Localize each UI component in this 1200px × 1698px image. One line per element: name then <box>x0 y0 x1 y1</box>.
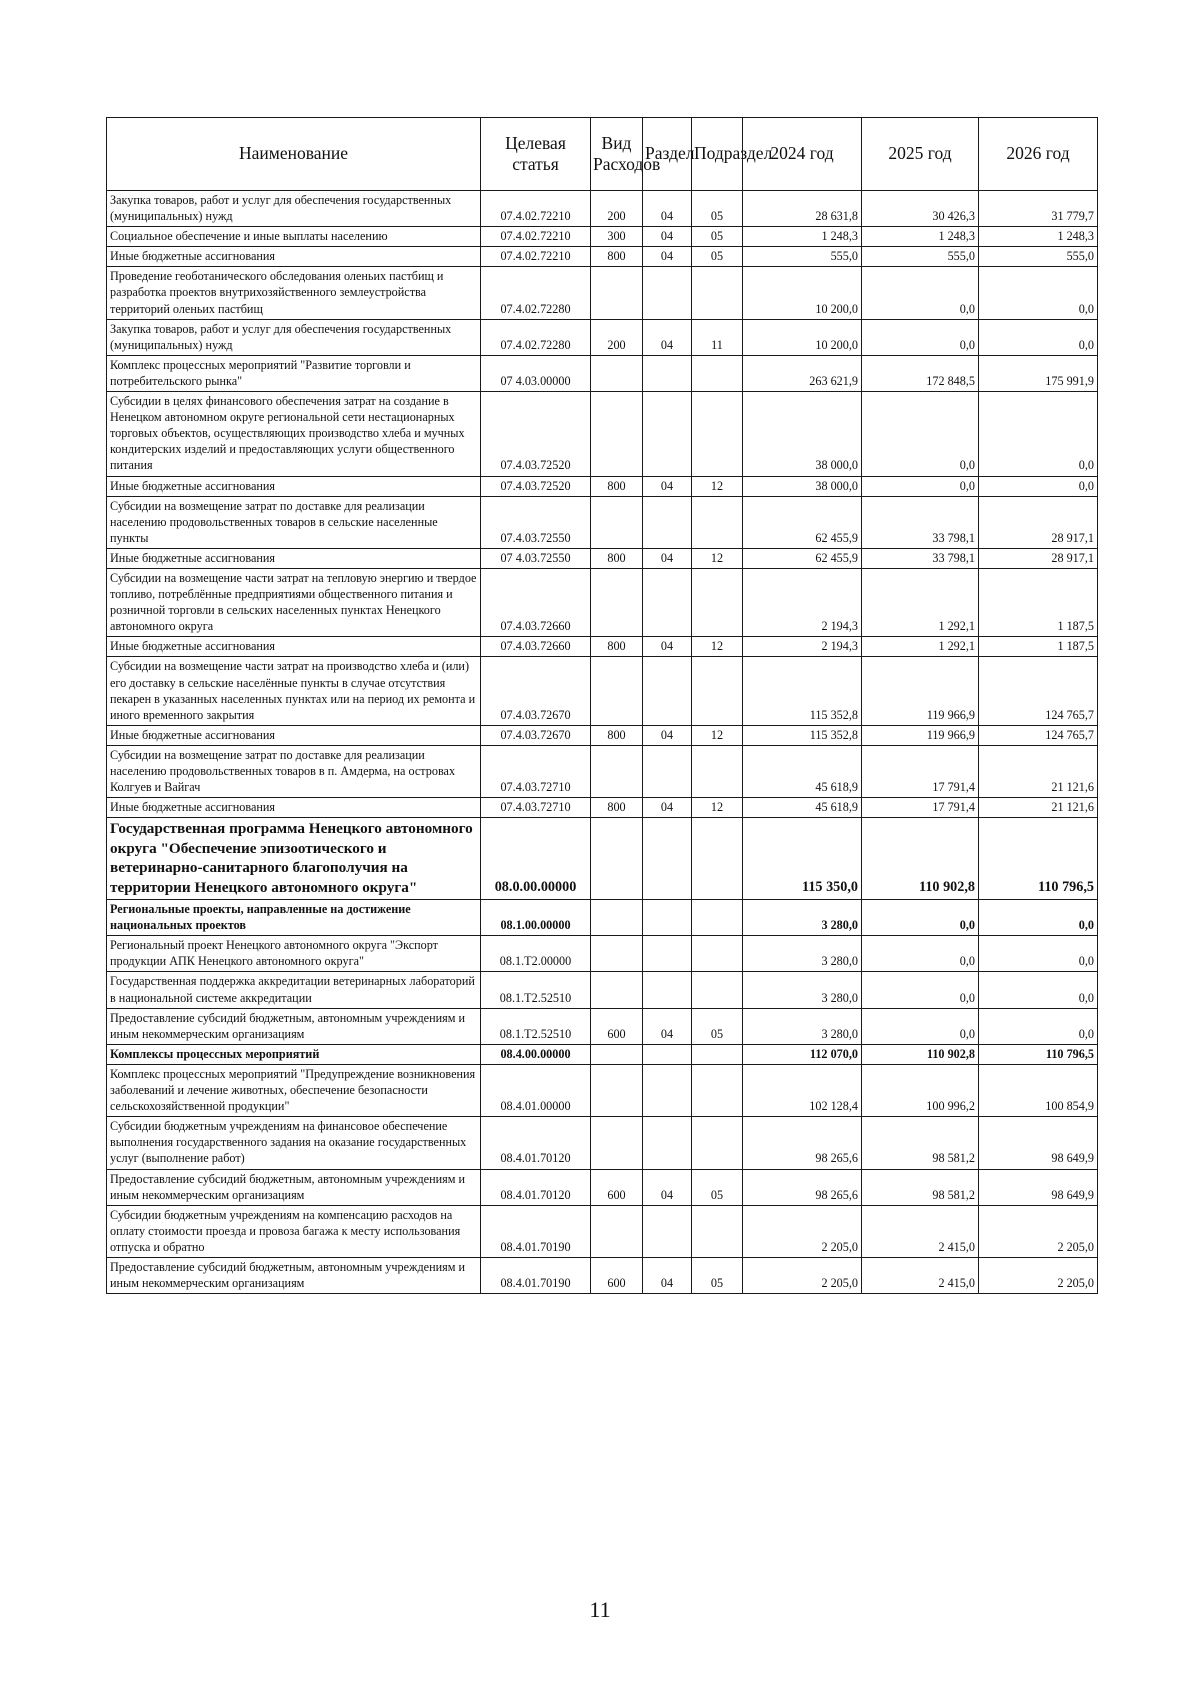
cell-target: 07.4.02.72280 <box>481 267 591 319</box>
cell-2025: 100 996,2 <box>862 1064 979 1116</box>
cell-name: Государственная поддержка аккредитации ветеринарных лабораторий в национальной системе аккредитации <box>107 972 481 1008</box>
cell-2024: 3 280,0 <box>743 1008 862 1044</box>
cell-subsection <box>692 972 743 1008</box>
cell-expense-type <box>591 657 643 725</box>
cell-subsection <box>692 568 743 636</box>
cell-2025: 172 848,5 <box>862 355 979 391</box>
table-row <box>107 355 1098 391</box>
cell-target: 08.4.00.00000 <box>481 1044 591 1064</box>
cell-target: 08.1.Т2.00000 <box>481 936 591 972</box>
header-expense-type: Вид Расходов <box>591 118 643 191</box>
cell-name: Закупка товаров, работ и услуг для обеспечения государственных (муниципальных) нужд <box>107 191 481 227</box>
cell-name: Субсидии в целях финансового обеспечения затрат на создание в Ненецком автономном округе региональной сети нестационарных торговых объектов, осуществляющих производство хлеба и мучных кондитерских изделий и предоставляющих услуги общественного питания <box>107 392 481 476</box>
table-row <box>107 1169 1098 1205</box>
cell-section <box>643 355 692 391</box>
table-row <box>107 725 1098 745</box>
cell-2024: 115 352,8 <box>743 725 862 745</box>
cell-section: 04 <box>643 1257 692 1293</box>
table-row <box>107 548 1098 568</box>
cell-2025: 110 902,8 <box>862 1044 979 1064</box>
table-row <box>107 496 1098 548</box>
cell-section <box>643 657 692 725</box>
cell-name: Субсидии бюджетным учреждениям на финансовое обеспечение выполнения государственного задания на оказание государственных услуг (выполнение работ) <box>107 1117 481 1169</box>
cell-target: 08.4.01.00000 <box>481 1064 591 1116</box>
cell-name: Предоставление субсидий бюджетным, автономным учреждениям и иным некоммерческим организациям <box>107 1257 481 1293</box>
header-2025: 2025 год <box>862 118 979 191</box>
cell-subsection <box>692 1205 743 1257</box>
table-row <box>107 247 1098 267</box>
cell-2024: 263 621,9 <box>743 355 862 391</box>
cell-name: Предоставление субсидий бюджетным, автономным учреждениям и иным некоммерческим организациям <box>107 1169 481 1205</box>
cell-section <box>643 1117 692 1169</box>
cell-subsection: 12 <box>692 548 743 568</box>
cell-subsection: 05 <box>692 247 743 267</box>
cell-2026: 1 187,5 <box>979 568 1098 636</box>
cell-2024: 3 280,0 <box>743 936 862 972</box>
table-row <box>107 1008 1098 1044</box>
cell-subsection: 05 <box>692 227 743 247</box>
cell-expense-type: 800 <box>591 798 643 818</box>
cell-target: 07.4.03.72660 <box>481 637 591 657</box>
cell-name: Субсидии бюджетным учреждениям на компенсацию расходов на оплату стоимости проезда и провоза багажа к месту использования отпуска и обратно <box>107 1205 481 1257</box>
cell-name: Иные бюджетные ассигнования <box>107 798 481 818</box>
cell-section <box>643 568 692 636</box>
cell-2024: 115 350,0 <box>743 818 862 900</box>
cell-2026: 110 796,5 <box>979 818 1098 900</box>
cell-target: 08.4.01.70120 <box>481 1117 591 1169</box>
cell-name: Социальное обеспечение и иные выплаты населению <box>107 227 481 247</box>
cell-2025: 33 798,1 <box>862 496 979 548</box>
cell-2024: 62 455,9 <box>743 548 862 568</box>
cell-2025: 1 248,3 <box>862 227 979 247</box>
cell-2024: 2 205,0 <box>743 1205 862 1257</box>
cell-section <box>643 900 692 936</box>
cell-subsection <box>692 1117 743 1169</box>
cell-target: 07.4.02.72280 <box>481 319 591 355</box>
cell-expense-type <box>591 745 643 797</box>
cell-section: 04 <box>643 191 692 227</box>
cell-target: 07 4.03.72550 <box>481 548 591 568</box>
cell-name: Субсидии на возмещение части затрат на тепловую энергию и твердое топливо, потреблённые предприятиями общественного питания и розничной торговли в сельских населенных пунктах Ненецкого автономного округа <box>107 568 481 636</box>
cell-2026: 124 765,7 <box>979 725 1098 745</box>
budget-table <box>106 117 1098 1294</box>
cell-section <box>643 267 692 319</box>
header-section: Раздел <box>643 118 692 191</box>
table-row <box>107 568 1098 636</box>
cell-2025: 555,0 <box>862 247 979 267</box>
cell-subsection <box>692 355 743 391</box>
cell-name: Субсидии на возмещение затрат по доставке для реализации населению продовольственных товаров в сельские населенные пункты <box>107 496 481 548</box>
cell-2025: 30 426,3 <box>862 191 979 227</box>
cell-section: 04 <box>643 1169 692 1205</box>
cell-expense-type: 200 <box>591 319 643 355</box>
cell-2025: 2 415,0 <box>862 1257 979 1293</box>
cell-subsection: 05 <box>692 191 743 227</box>
cell-expense-type <box>591 355 643 391</box>
cell-2024: 115 352,8 <box>743 657 862 725</box>
table-row <box>107 745 1098 797</box>
table-header-row <box>107 118 1098 191</box>
cell-2025: 119 966,9 <box>862 657 979 725</box>
cell-2026: 0,0 <box>979 1008 1098 1044</box>
cell-2026: 98 649,9 <box>979 1169 1098 1205</box>
cell-expense-type: 600 <box>591 1169 643 1205</box>
cell-2024: 555,0 <box>743 247 862 267</box>
cell-2025: 0,0 <box>862 1008 979 1044</box>
cell-name: Иные бюджетные ассигнования <box>107 548 481 568</box>
table-row <box>107 1257 1098 1293</box>
cell-2026: 28 917,1 <box>979 548 1098 568</box>
cell-2026: 2 205,0 <box>979 1205 1098 1257</box>
table-body <box>107 191 1098 1294</box>
header-2024: 2024 год <box>743 118 862 191</box>
cell-expense-type: 200 <box>591 191 643 227</box>
cell-2025: 1 292,1 <box>862 568 979 636</box>
cell-subsection <box>692 496 743 548</box>
cell-expense-type <box>591 568 643 636</box>
cell-2024: 102 128,4 <box>743 1064 862 1116</box>
cell-section <box>643 936 692 972</box>
cell-2025: 0,0 <box>862 319 979 355</box>
cell-2024: 3 280,0 <box>743 972 862 1008</box>
cell-expense-type <box>591 818 643 900</box>
cell-expense-type <box>591 496 643 548</box>
cell-2026: 0,0 <box>979 267 1098 319</box>
cell-subsection <box>692 936 743 972</box>
cell-2026: 98 649,9 <box>979 1117 1098 1169</box>
cell-expense-type <box>591 1044 643 1064</box>
cell-2024: 2 205,0 <box>743 1257 862 1293</box>
cell-name: Иные бюджетные ассигнования <box>107 247 481 267</box>
cell-2026: 0,0 <box>979 900 1098 936</box>
cell-2024: 112 070,0 <box>743 1044 862 1064</box>
cell-name: Региональный проект Ненецкого автономного округа "Экспорт продукции АПК Ненецкого автономного округа" <box>107 936 481 972</box>
cell-subsection: 12 <box>692 725 743 745</box>
cell-2026: 31 779,7 <box>979 191 1098 227</box>
cell-2025: 2 415,0 <box>862 1205 979 1257</box>
cell-2025: 0,0 <box>862 267 979 319</box>
table-row <box>107 1117 1098 1169</box>
cell-name: Проведение геоботанического обследования оленьих пастбищ и разработка проектов внутрихозяйственного землеустройства территорий оленьих пастбищ <box>107 267 481 319</box>
cell-expense-type <box>591 1117 643 1169</box>
cell-name: Субсидии на возмещение затрат по доставке для реализации населению продовольственных товаров в п. Амдерма, на островах Колгуев и Вайгач <box>107 745 481 797</box>
cell-section: 04 <box>643 247 692 267</box>
cell-target: 07.4.03.72710 <box>481 798 591 818</box>
cell-subsection <box>692 745 743 797</box>
cell-name: Иные бюджетные ассигнования <box>107 637 481 657</box>
cell-name: Комплекс процессных мероприятий "Предупреждение возникновения заболеваний и лечение животных, обеспечение безопасности сельскохозяйственной продукции" <box>107 1064 481 1116</box>
cell-target: 08.0.00.00000 <box>481 818 591 900</box>
cell-2025: 119 966,9 <box>862 725 979 745</box>
cell-target: 07.4.03.72660 <box>481 568 591 636</box>
cell-2024: 10 200,0 <box>743 267 862 319</box>
table-row <box>107 936 1098 972</box>
cell-section: 04 <box>643 1008 692 1044</box>
cell-2025: 17 791,4 <box>862 798 979 818</box>
cell-section: 04 <box>643 227 692 247</box>
cell-2026: 28 917,1 <box>979 496 1098 548</box>
cell-2026: 124 765,7 <box>979 657 1098 725</box>
cell-2024: 45 618,9 <box>743 798 862 818</box>
table-row <box>107 798 1098 818</box>
cell-section <box>643 1044 692 1064</box>
cell-2026: 0,0 <box>979 392 1098 476</box>
cell-name: Иные бюджетные ассигнования <box>107 725 481 745</box>
cell-2026: 0,0 <box>979 319 1098 355</box>
cell-section: 04 <box>643 476 692 496</box>
cell-name: Региональные проекты, направленные на достижение национальных проектов <box>107 900 481 936</box>
table-row <box>107 191 1098 227</box>
cell-expense-type <box>591 392 643 476</box>
cell-2024: 38 000,0 <box>743 476 862 496</box>
cell-target: 08.4.01.70190 <box>481 1205 591 1257</box>
cell-2026: 0,0 <box>979 476 1098 496</box>
cell-subsection: 05 <box>692 1169 743 1205</box>
table-row <box>107 1064 1098 1116</box>
cell-expense-type <box>591 1205 643 1257</box>
table-row <box>107 900 1098 936</box>
cell-expense-type <box>591 267 643 319</box>
cell-expense-type <box>591 936 643 972</box>
cell-2024: 3 280,0 <box>743 900 862 936</box>
cell-section: 04 <box>643 637 692 657</box>
cell-target: 08.4.01.70120 <box>481 1169 591 1205</box>
cell-2024: 62 455,9 <box>743 496 862 548</box>
cell-section <box>643 1064 692 1116</box>
cell-name: Предоставление субсидий бюджетным, автономным учреждениям и иным некоммерческим организациям <box>107 1008 481 1044</box>
cell-target: 08.1.Т2.52510 <box>481 1008 591 1044</box>
cell-target: 07.4.02.72210 <box>481 191 591 227</box>
cell-2025: 110 902,8 <box>862 818 979 900</box>
cell-target: 07.4.03.72670 <box>481 725 591 745</box>
table-row <box>107 818 1098 900</box>
cell-target: 07.4.03.72520 <box>481 476 591 496</box>
cell-name: Закупка товаров, работ и услуг для обеспечения государственных (муниципальных) нужд <box>107 319 481 355</box>
table-row <box>107 267 1098 319</box>
cell-2026: 0,0 <box>979 936 1098 972</box>
cell-2025: 0,0 <box>862 476 979 496</box>
cell-2024: 45 618,9 <box>743 745 862 797</box>
header-2026: 2026 год <box>979 118 1098 191</box>
cell-2026: 110 796,5 <box>979 1044 1098 1064</box>
table-row <box>107 319 1098 355</box>
cell-section <box>643 496 692 548</box>
cell-2024: 98 265,6 <box>743 1117 862 1169</box>
table-row <box>107 972 1098 1008</box>
cell-2026: 100 854,9 <box>979 1064 1098 1116</box>
cell-section <box>643 745 692 797</box>
table-row <box>107 657 1098 725</box>
page-number: 11 <box>589 1597 611 1622</box>
cell-target: 07.4.02.72210 <box>481 227 591 247</box>
cell-expense-type: 800 <box>591 725 643 745</box>
cell-subsection: 05 <box>692 1257 743 1293</box>
cell-name: Комплекс процессных мероприятий "Развитие торговли и потребительского рынка" <box>107 355 481 391</box>
cell-section: 04 <box>643 725 692 745</box>
cell-2024: 2 194,3 <box>743 637 862 657</box>
cell-section: 04 <box>643 798 692 818</box>
cell-2025: 0,0 <box>862 936 979 972</box>
cell-subsection <box>692 657 743 725</box>
cell-section <box>643 1205 692 1257</box>
table-row <box>107 637 1098 657</box>
cell-2026: 1 187,5 <box>979 637 1098 657</box>
cell-expense-type: 600 <box>591 1257 643 1293</box>
cell-target: 08.4.01.70190 <box>481 1257 591 1293</box>
cell-2024: 28 631,8 <box>743 191 862 227</box>
cell-expense-type <box>591 972 643 1008</box>
cell-2025: 17 791,4 <box>862 745 979 797</box>
cell-expense-type: 300 <box>591 227 643 247</box>
cell-section <box>643 972 692 1008</box>
cell-2025: 98 581,2 <box>862 1169 979 1205</box>
cell-subsection: 05 <box>692 1008 743 1044</box>
cell-2024: 38 000,0 <box>743 392 862 476</box>
cell-2025: 0,0 <box>862 900 979 936</box>
cell-subsection <box>692 1044 743 1064</box>
cell-2025: 33 798,1 <box>862 548 979 568</box>
cell-subsection <box>692 900 743 936</box>
cell-expense-type: 800 <box>591 476 643 496</box>
cell-2025: 0,0 <box>862 392 979 476</box>
header-subsection: Подраздел <box>692 118 743 191</box>
cell-name: Государственная программа Ненецкого автономного округа "Обеспечение эпизоотического и ветеринарно-санитарного благополучия на территории Ненецкого автономного округа" <box>107 818 481 900</box>
cell-target: 07 4.03.00000 <box>481 355 591 391</box>
cell-subsection <box>692 818 743 900</box>
cell-target: 07.4.03.72520 <box>481 392 591 476</box>
cell-2024: 10 200,0 <box>743 319 862 355</box>
cell-section <box>643 392 692 476</box>
cell-subsection: 11 <box>692 319 743 355</box>
cell-expense-type: 800 <box>591 247 643 267</box>
table-row <box>107 392 1098 476</box>
cell-expense-type: 800 <box>591 548 643 568</box>
cell-section: 04 <box>643 319 692 355</box>
cell-target: 07.4.03.72550 <box>481 496 591 548</box>
cell-2024: 98 265,6 <box>743 1169 862 1205</box>
cell-subsection: 12 <box>692 476 743 496</box>
cell-2026: 21 121,6 <box>979 745 1098 797</box>
cell-expense-type <box>591 1064 643 1116</box>
cell-2026: 21 121,6 <box>979 798 1098 818</box>
cell-section <box>643 818 692 900</box>
cell-section: 04 <box>643 548 692 568</box>
cell-2024: 1 248,3 <box>743 227 862 247</box>
cell-target: 08.1.Т2.52510 <box>481 972 591 1008</box>
cell-name: Комплексы процессных мероприятий <box>107 1044 481 1064</box>
cell-target: 08.1.00.00000 <box>481 900 591 936</box>
cell-subsection: 12 <box>692 798 743 818</box>
cell-2026: 175 991,9 <box>979 355 1098 391</box>
cell-subsection <box>692 392 743 476</box>
cell-expense-type: 800 <box>591 637 643 657</box>
cell-2026: 1 248,3 <box>979 227 1098 247</box>
header-name: Наименование <box>107 118 481 191</box>
table-row <box>107 1205 1098 1257</box>
cell-2025: 0,0 <box>862 972 979 1008</box>
cell-subsection <box>692 267 743 319</box>
table-row <box>107 227 1098 247</box>
table-row <box>107 476 1098 496</box>
cell-target: 07.4.03.72670 <box>481 657 591 725</box>
cell-target: 07.4.03.72710 <box>481 745 591 797</box>
cell-2026: 555,0 <box>979 247 1098 267</box>
cell-2025: 1 292,1 <box>862 637 979 657</box>
cell-2025: 98 581,2 <box>862 1117 979 1169</box>
cell-name: Иные бюджетные ассигнования <box>107 476 481 496</box>
cell-2026: 2 205,0 <box>979 1257 1098 1293</box>
cell-subsection: 12 <box>692 637 743 657</box>
table-row <box>107 1044 1098 1064</box>
cell-name: Субсидии на возмещение части затрат на производство хлеба и (или) его доставку в сельские населённые пункты в случае отсутствия пекарен в указанных населенных пунктах или на период их ремонта и иного временного закрытия <box>107 657 481 725</box>
cell-subsection <box>692 1064 743 1116</box>
cell-expense-type: 600 <box>591 1008 643 1044</box>
cell-2024: 2 194,3 <box>743 568 862 636</box>
cell-2026: 0,0 <box>979 972 1098 1008</box>
cell-expense-type <box>591 900 643 936</box>
cell-target: 07.4.02.72210 <box>481 247 591 267</box>
header-target: Целевая статья <box>481 118 591 191</box>
